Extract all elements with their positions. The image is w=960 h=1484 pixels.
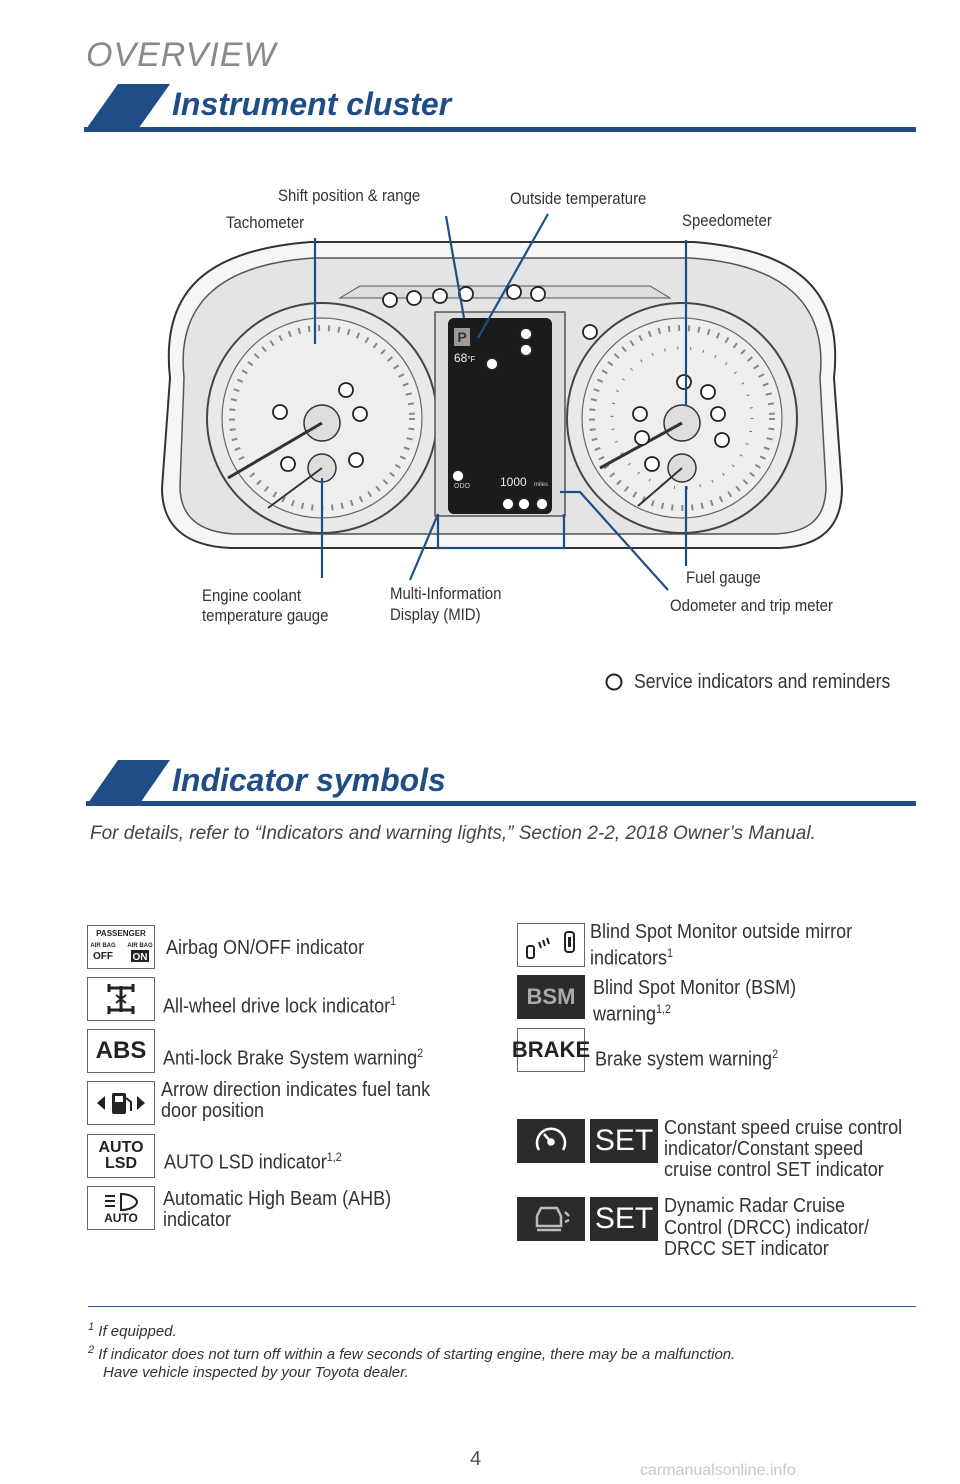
airbag-onoff-icon xyxy=(87,925,155,969)
mid-odo-label: ODO xyxy=(454,483,470,490)
airbag-icon-left-2: OFF xyxy=(93,951,113,962)
indicator-label-cruise: Constant speed cruise control xyxy=(664,1117,903,1139)
footnote-divider xyxy=(88,1306,916,1307)
drcc-set-icon: SET xyxy=(590,1197,658,1241)
bsm-mirror-icon xyxy=(517,923,585,967)
airbag-icon-right-1: AIR BAG xyxy=(127,943,153,949)
indicator-label-abs: Anti-lock Brake System warning$^2$ xyxy=(163,1046,424,1070)
indicator-label-bsm-mirror-2: indicators$^1$ xyxy=(590,946,674,970)
indicator-label-auto-lsd: AUTO LSD indicator$^{1,2}$ xyxy=(164,1150,342,1174)
indicator-label-cruise-3: cruise control SET indicator xyxy=(664,1159,884,1181)
bsm-icon: BSM xyxy=(517,975,585,1019)
airbag-icon-right-2: ON xyxy=(132,952,148,963)
overview-heading: OVERVIEW xyxy=(86,36,277,74)
indicator-label-drcc-3: DRCC SET indicator xyxy=(664,1238,829,1260)
auto-lsd-icon-text-2: LSD xyxy=(105,1155,137,1172)
indicator-label-awd-lock: All-wheel drive lock indicator$^1$ xyxy=(163,994,397,1018)
callout-engine-coolant-1: Engine coolant xyxy=(202,586,301,605)
indicator-label-airbag: Airbag ON/OFF indicator xyxy=(166,937,365,959)
footnote-2: $^2$ If indicator does not turn off within a few seconds of starting engine, there may be a malfunction. xyxy=(88,1344,736,1363)
mid-temp-unit: °F xyxy=(467,355,476,364)
indicator-label-drcc-2: Control (DRCC) indicator/ xyxy=(664,1217,870,1239)
section-title-instrument-cluster: Instrument cluster xyxy=(172,86,452,122)
mid-odo-unit: miles xyxy=(534,482,549,488)
indicator-label-cruise-2: indicator/Constant speed xyxy=(664,1138,864,1160)
abs-icon: ABS xyxy=(87,1029,155,1073)
legend-service-indicators: Service indicators and reminders xyxy=(634,671,891,693)
callout-mid-1: Multi-Information xyxy=(390,584,502,603)
callout-odometer: Odometer and trip meter xyxy=(670,596,833,615)
airbag-icon-top-text: PASSENGER xyxy=(96,929,146,938)
indicator-label-bsm-2: warning$^{1,2}$ xyxy=(593,1002,672,1026)
indicator-label-fuel-door-2: door position xyxy=(161,1100,265,1122)
legend-circle-icon xyxy=(604,672,624,692)
indicator-label-drcc: Dynamic Radar Cruise xyxy=(664,1195,846,1217)
awd-lock-icon xyxy=(87,977,155,1021)
section-title-indicator-symbols: Indicator symbols xyxy=(172,762,446,798)
cruise-icon xyxy=(517,1119,585,1163)
indicator-label-bsm-mirror: Blind Spot Monitor outside mirror xyxy=(590,921,853,943)
auto-lsd-icon xyxy=(87,1134,155,1178)
footnote-1: $^1$ If equipped. xyxy=(88,1321,177,1340)
mid-temperature: 68 xyxy=(454,351,468,365)
callout-tachometer: Tachometer xyxy=(226,213,305,232)
callout-mid-2: Display (MID) xyxy=(390,605,481,624)
footnote-2-cont: Have vehicle inspected by your Toyota dealer. xyxy=(103,1364,409,1381)
mid-gear: P xyxy=(457,329,467,345)
airbag-icon-left-1: AIR BAG xyxy=(90,943,116,949)
ahb-icon-text: AUTO xyxy=(104,1211,138,1225)
callout-fuel-gauge: Fuel gauge xyxy=(686,568,761,587)
page-number: 4 xyxy=(470,1448,482,1470)
callout-speedometer: Speedometer xyxy=(682,211,772,230)
indicator-label-ahb: Automatic High Beam (AHB) xyxy=(163,1188,392,1210)
intro-note: For details, refer to “Indicators and warning lights,” Section 2-2, 2018 Owner’s Manual. xyxy=(90,823,816,844)
watermark: carmanualsonline.info xyxy=(640,1462,796,1479)
cruise-set-icon: SET xyxy=(590,1119,658,1163)
indicator-label-fuel-door: Arrow direction indicates fuel tank xyxy=(161,1079,431,1101)
indicator-label-ahb-2: indicator xyxy=(163,1209,232,1231)
mid-odo-value: 1000 xyxy=(500,475,527,489)
callout-outside-temperature: Outside temperature xyxy=(510,189,647,208)
auto-lsd-icon-text-1: AUTO xyxy=(98,1139,144,1156)
indicator-label-brake: Brake system warning$^2$ xyxy=(595,1047,779,1071)
brake-icon: BRAKE xyxy=(517,1028,585,1072)
callout-engine-coolant-2: temperature gauge xyxy=(202,606,329,625)
indicator-label-bsm: Blind Spot Monitor (BSM) xyxy=(593,977,797,999)
fuel-door-icon xyxy=(87,1081,155,1125)
ahb-icon xyxy=(87,1186,155,1230)
callout-shift-position: Shift position & range xyxy=(278,186,421,205)
drcc-icon xyxy=(517,1197,585,1241)
